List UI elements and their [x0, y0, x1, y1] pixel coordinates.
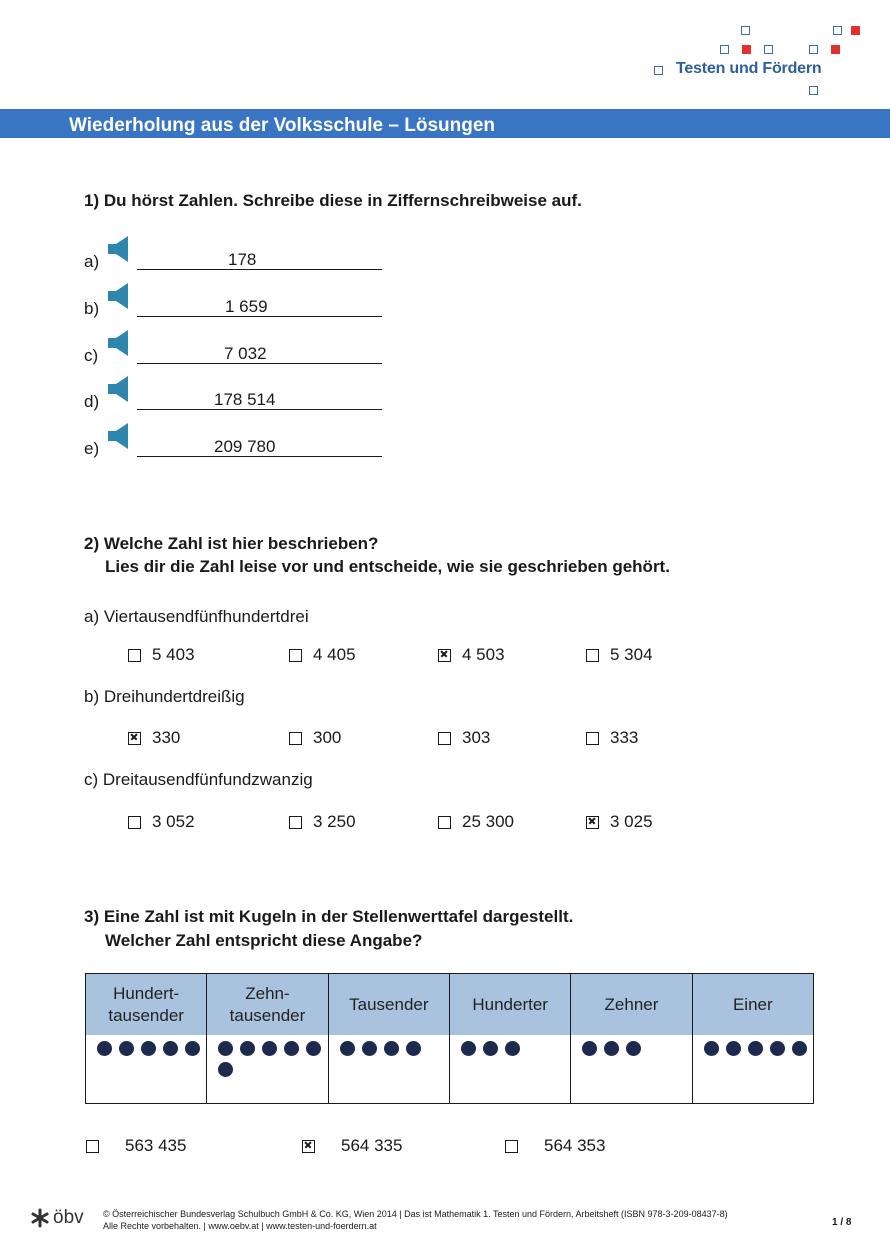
option-label: 3 052	[152, 812, 195, 831]
checkbox[interactable]	[586, 732, 599, 745]
counter-dot	[748, 1041, 763, 1056]
column-header	[86, 974, 206, 1035]
counter-dot	[218, 1041, 233, 1056]
answer-value: 1 659	[225, 297, 268, 316]
place-column	[450, 974, 571, 1103]
column-body	[86, 1035, 206, 1103]
counter-dot	[284, 1041, 299, 1056]
option-label: 3 250	[313, 812, 356, 831]
column-header	[329, 974, 449, 1035]
column-header	[207, 974, 327, 1035]
column-body	[571, 1035, 691, 1103]
counter-dot	[704, 1041, 719, 1056]
counter-dot	[505, 1041, 520, 1056]
logo-square	[720, 45, 729, 54]
counter-dot	[218, 1062, 233, 1077]
column-header-text: Hundert-	[113, 983, 180, 1003]
question-label: c) Dreitausendfünfundzwanzig	[84, 770, 313, 789]
answer-option[interactable]	[438, 728, 490, 748]
counter-dot	[163, 1041, 178, 1056]
logo-square	[764, 45, 773, 54]
counter-dot	[461, 1041, 476, 1056]
answer-option[interactable]	[586, 728, 638, 748]
checked-checkbox[interactable]	[128, 732, 141, 745]
publisher-brand: öbv	[53, 1207, 84, 1228]
counter-dot	[626, 1041, 641, 1056]
column-header	[450, 974, 570, 1035]
option-label: 333	[610, 728, 639, 747]
counter-dot	[483, 1041, 498, 1056]
column-body	[693, 1035, 813, 1103]
answer-option[interactable]	[289, 728, 341, 748]
item-letter: d)	[84, 392, 100, 411]
counter-dot	[340, 1041, 355, 1056]
answer-option[interactable]	[586, 812, 653, 832]
logo-square	[831, 45, 840, 54]
logo-square	[809, 45, 818, 54]
logo-text: Testen und Fördern	[676, 60, 822, 77]
item-letter: c)	[84, 346, 99, 365]
speaker-icon[interactable]	[106, 421, 130, 451]
logo-square	[851, 26, 860, 35]
place-value-table	[85, 973, 814, 1104]
footer-copyright	[103, 1208, 728, 1232]
answer-value: 7 032	[224, 344, 267, 363]
page-title: Wiederholung aus der Volksschule – Lösungen	[69, 115, 495, 136]
option-label: 563 435	[125, 1136, 187, 1155]
answer-option[interactable]	[128, 645, 195, 665]
place-column	[329, 974, 450, 1103]
question-label: a) Viertausendfünfhundertdrei	[84, 607, 309, 626]
logo-square	[741, 26, 750, 35]
item-letter: a)	[84, 252, 100, 271]
counter-dot	[141, 1041, 156, 1056]
column-header-text: Hunderter	[472, 994, 548, 1014]
column-body	[450, 1035, 570, 1103]
answer-option[interactable]	[438, 645, 505, 665]
column-body	[329, 1035, 449, 1103]
checkbox[interactable]	[289, 649, 302, 662]
item-letter: b)	[84, 299, 100, 318]
checkbox[interactable]	[128, 649, 141, 662]
task1-title: 1) Du hörst Zahlen. Schreibe diese in Ziffernschreibweise auf.	[84, 191, 582, 210]
place-column	[207, 974, 328, 1103]
column-body	[207, 1035, 327, 1103]
answer-value: 178	[228, 250, 257, 269]
answer-option[interactable]	[586, 645, 653, 665]
option-label: 564 353	[544, 1136, 606, 1155]
column-header-text: Zehn-	[245, 983, 290, 1003]
counter-dot	[240, 1041, 255, 1056]
option-label: 25 300	[462, 812, 514, 831]
option-label: 300	[313, 728, 342, 747]
logo-square	[742, 45, 751, 54]
answer-option[interactable]	[86, 1136, 186, 1156]
answer-option[interactable]	[128, 728, 180, 748]
column-header-text: Einer	[732, 994, 773, 1014]
checkbox[interactable]	[86, 1140, 99, 1153]
checkbox[interactable]	[505, 1140, 518, 1153]
speaker-icon[interactable]	[106, 281, 130, 311]
checkbox[interactable]	[289, 816, 302, 829]
place-column	[86, 974, 207, 1103]
counter-dot	[582, 1041, 597, 1056]
checkbox[interactable]	[128, 816, 141, 829]
counter-dot	[119, 1041, 134, 1056]
option-label: 4 405	[313, 645, 356, 664]
counter-dot	[770, 1041, 785, 1056]
option-label: 4 503	[462, 645, 505, 664]
question-label: b) Dreihundertdreißig	[84, 687, 245, 706]
answer-value: 178 514	[214, 390, 276, 409]
task2-subtitle: Lies dir die Zahl leise vor und entscheide, wie sie geschrieben gehört.	[105, 557, 670, 576]
option-label: 303	[462, 728, 491, 747]
column-header-text: Zehner	[604, 994, 659, 1014]
column-header-text: tausender	[229, 1005, 306, 1025]
counter-dot	[406, 1041, 421, 1056]
answer-value: 209 780	[214, 437, 276, 456]
counter-dot	[604, 1041, 619, 1056]
checked-checkbox[interactable]	[438, 649, 451, 662]
counter-dot	[97, 1041, 112, 1056]
option-label: 5 304	[610, 645, 653, 664]
counter-dot	[185, 1041, 200, 1056]
answer-option[interactable]	[289, 812, 356, 832]
answer-option[interactable]	[289, 645, 356, 665]
task2-title: 2) Welche Zahl ist hier beschrieben?	[84, 534, 379, 553]
checked-checkbox[interactable]	[586, 816, 599, 829]
answer-option[interactable]	[128, 812, 195, 832]
place-column	[571, 974, 692, 1103]
counter-dot	[262, 1041, 277, 1056]
logo-square	[809, 86, 818, 95]
column-header-text: Tausender	[349, 994, 429, 1014]
counter-dot	[362, 1041, 377, 1056]
answer-option[interactable]	[438, 812, 514, 832]
option-label: 3 025	[610, 812, 653, 831]
task3-subtitle: Welcher Zahl entspricht diese Angabe?	[105, 931, 423, 950]
checkbox[interactable]	[438, 816, 451, 829]
speaker-icon[interactable]	[106, 374, 130, 404]
speaker-icon[interactable]	[106, 328, 130, 358]
answer-line[interactable]	[137, 248, 382, 270]
option-label: 330	[152, 728, 181, 747]
counter-dot	[306, 1041, 321, 1056]
place-column	[693, 974, 813, 1103]
speaker-icon[interactable]	[106, 234, 130, 264]
footer-line2: Alle Rechte vorbehalten. | www.oebv.at | www.testen-und-foerdern.at	[103, 1221, 377, 1231]
page-number: 1 / 8	[832, 1217, 852, 1228]
column-header-text: tausender	[108, 1005, 184, 1025]
logo-square	[654, 66, 663, 75]
column-header	[571, 974, 691, 1035]
answer-option[interactable]	[505, 1136, 605, 1156]
item-letter: e)	[84, 439, 100, 458]
checkbox[interactable]	[289, 732, 302, 745]
answer-option[interactable]	[302, 1136, 402, 1156]
column-header	[693, 974, 813, 1035]
counter-dot	[726, 1041, 741, 1056]
counter-dot	[792, 1041, 807, 1056]
task3-title: 3) Eine Zahl ist mit Kugeln in der Stellenwerttafel dargestellt.	[84, 907, 574, 926]
checked-checkbox[interactable]	[302, 1140, 315, 1153]
publisher-logo	[30, 1207, 84, 1229]
checkbox[interactable]	[438, 732, 451, 745]
logo-square	[833, 26, 842, 35]
checkbox[interactable]	[586, 649, 599, 662]
counter-dot	[384, 1041, 399, 1056]
asterisk-icon	[30, 1208, 50, 1228]
option-label: 564 335	[341, 1136, 403, 1155]
option-label: 5 403	[152, 645, 195, 664]
footer-line1: © Österreichischer Bundesverlag Schulbuch GmbH & Co. KG, Wien 2014 | Das ist Mathematik 1. Testen und Fördern, Arbeitsheft (ISBN 978-3-209-08437-8)	[103, 1209, 728, 1219]
